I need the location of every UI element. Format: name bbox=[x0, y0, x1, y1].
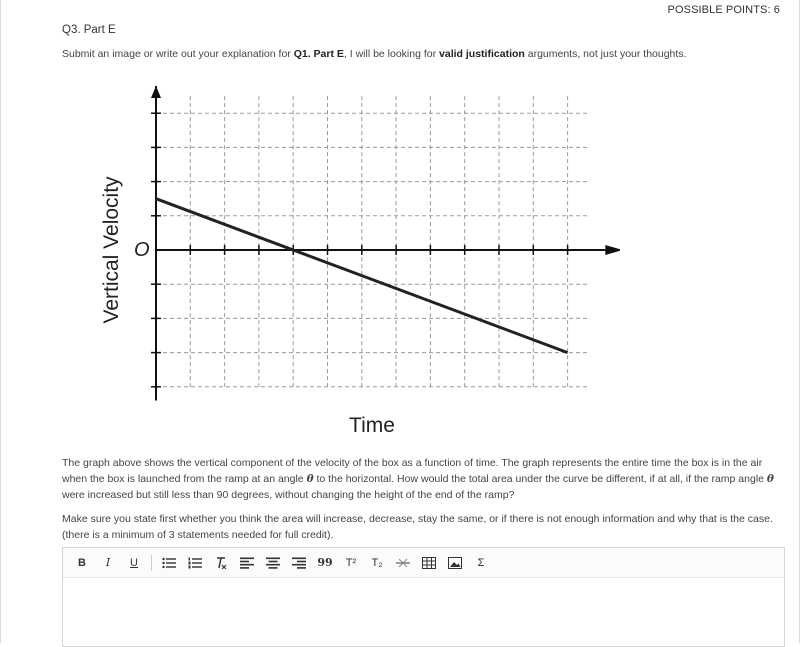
equation-label: Σ bbox=[477, 556, 485, 569]
origin-label: O bbox=[134, 239, 150, 261]
intro-text-1: Submit an image or write out your explanation for bbox=[62, 48, 294, 60]
align-center-button[interactable] bbox=[262, 552, 284, 574]
bullet-list-button[interactable] bbox=[158, 552, 180, 574]
underline-button[interactable] bbox=[123, 552, 145, 574]
x-axis-arrow-icon bbox=[605, 245, 620, 255]
align-center-icon bbox=[266, 557, 280, 569]
question-title: Q3. Part E bbox=[62, 24, 116, 36]
question-paragraph-1 bbox=[62, 455, 777, 503]
image-icon bbox=[448, 557, 462, 569]
numbered-list-icon bbox=[188, 557, 202, 569]
subscript-label: T₂ bbox=[371, 556, 383, 569]
superscript-button[interactable] bbox=[340, 552, 362, 574]
x-axis-label: Time bbox=[349, 414, 395, 437]
possible-points: POSSIBLE POINTS: 6 bbox=[667, 4, 780, 16]
subscript-button[interactable] bbox=[366, 552, 388, 574]
editor-toolbar bbox=[63, 548, 784, 578]
italic-button[interactable] bbox=[97, 552, 119, 574]
align-right-button[interactable] bbox=[288, 552, 310, 574]
clear-format-icon bbox=[214, 557, 228, 569]
p1-text-c: were increased but still less than 90 degrees, without changing the height of the end of the ramp? bbox=[62, 489, 515, 501]
intro-text-3: arguments, not just your thoughts. bbox=[524, 48, 687, 60]
table-button[interactable] bbox=[418, 552, 440, 574]
y-axis-arrow-icon bbox=[151, 86, 161, 98]
theta-symbol: θ bbox=[306, 473, 314, 485]
bold-button[interactable] bbox=[71, 552, 93, 574]
question-paragraph-2: Make sure you state first whether you think the area will increase, decrease, stay the same, or if there is not enough information and why that is the case. (there is a minimum of 3 statements needed for full credit). bbox=[62, 513, 773, 541]
question-intro bbox=[62, 48, 687, 60]
bold-label: B bbox=[78, 556, 86, 569]
velocity-time-graph bbox=[90, 72, 620, 442]
align-left-icon bbox=[240, 557, 254, 569]
intro-bold-1: Q1. Part E bbox=[293, 48, 344, 60]
p1-text-b: to the horizontal. How would the total area under the curve be different, if at all, if the ramp angle bbox=[313, 473, 767, 485]
superscript-label: T² bbox=[345, 556, 357, 569]
strikethrough-button[interactable] bbox=[392, 552, 414, 574]
table-icon bbox=[422, 557, 436, 569]
intro-text-2: , I will be looking for bbox=[343, 48, 440, 60]
answer-editor bbox=[62, 547, 785, 647]
blockquote-button[interactable] bbox=[314, 552, 336, 574]
theta-symbol: θ bbox=[766, 473, 774, 485]
equation-button[interactable] bbox=[470, 552, 492, 574]
toolbar-divider bbox=[151, 555, 152, 571]
align-left-button[interactable] bbox=[236, 552, 258, 574]
italic-label: I bbox=[105, 556, 111, 569]
strikethrough-icon bbox=[396, 557, 410, 569]
intro-bold-2: valid justification bbox=[439, 48, 525, 60]
clear-format-button[interactable] bbox=[210, 552, 232, 574]
align-right-icon bbox=[292, 557, 306, 569]
y-axis-label: Vertical Velocity bbox=[100, 176, 123, 324]
image-button[interactable] bbox=[444, 552, 466, 574]
editor-body[interactable] bbox=[63, 578, 784, 646]
numbered-list-button[interactable] bbox=[184, 552, 206, 574]
underline-label: U bbox=[130, 556, 138, 569]
bullet-list-icon bbox=[162, 557, 176, 569]
blockquote-label: 99 bbox=[317, 556, 333, 569]
p1-text-a: The graph above shows the vertical component of the velocity of the box as a function of time. The graph represents the entire time the box is in the air when the box is launched from the ramp at an angle bbox=[62, 457, 763, 485]
